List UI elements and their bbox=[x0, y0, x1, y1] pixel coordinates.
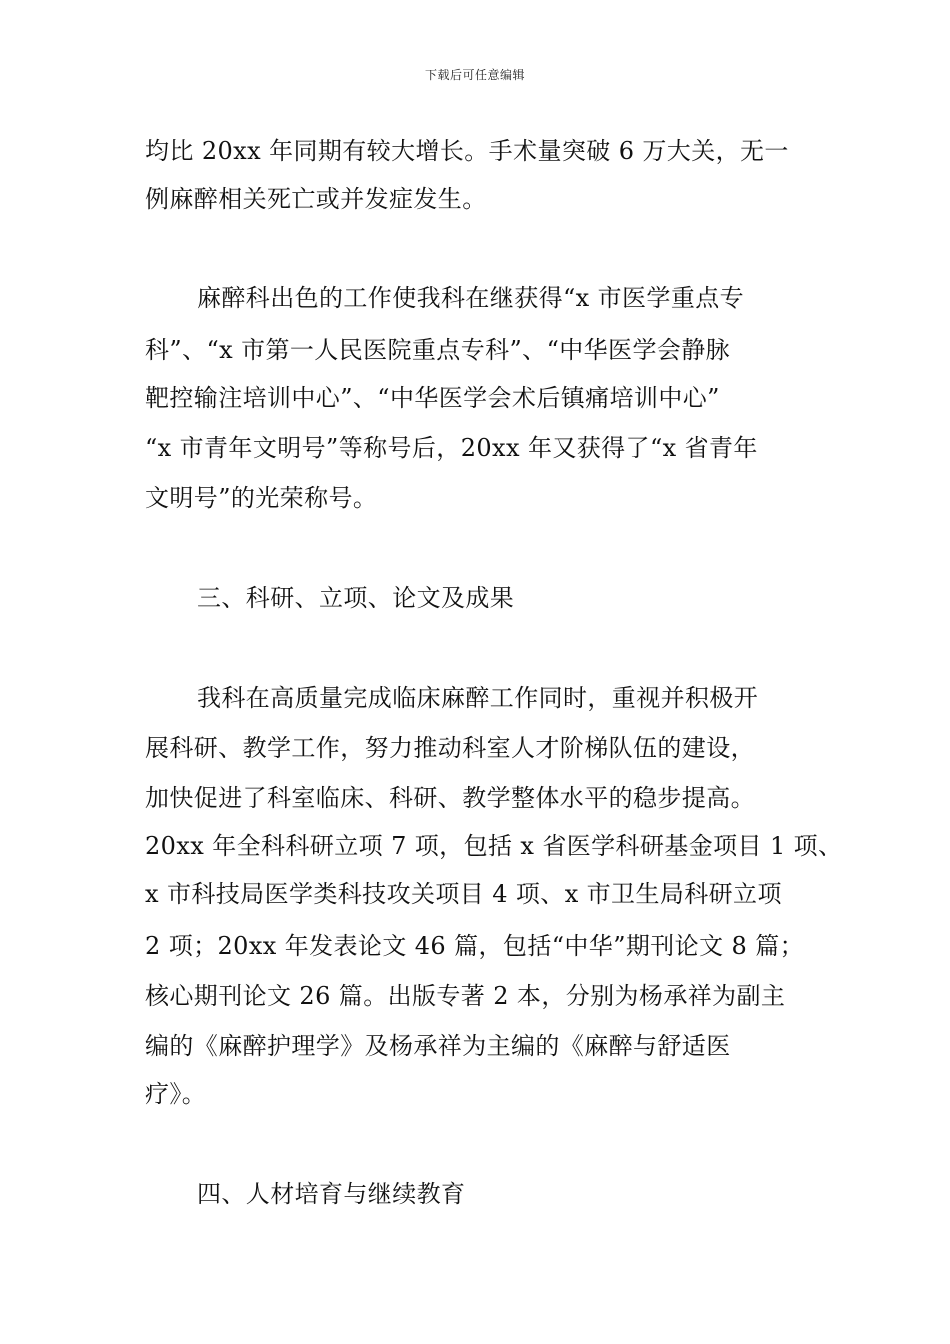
text-line-17: 疗》。 bbox=[145, 1080, 207, 1108]
text-line-1: 均比 20xx 年同期有较大增长。手术量突破 6 万大关，无一 bbox=[145, 137, 789, 165]
text-line-11: 加快促进了科室临床、科研、教学整体水平的稳步提高。 bbox=[145, 784, 755, 812]
paragraph-line-3: 麻醉科出色的工作使我科在继获得“x 市医学重点专 bbox=[197, 284, 745, 312]
section-heading-4: 四、人材培育与继续教育 bbox=[197, 1180, 466, 1208]
text-line-15: 核心期刊论文 26 篇。出版专著 2 本，分别为杨承祥为副主 bbox=[145, 982, 786, 1010]
text-line-7: 文明号”的光荣称号。 bbox=[145, 484, 378, 512]
text-line-13: x 市科技局医学类科技攻关项目 4 项、x 市卫生局科研立项 bbox=[145, 880, 782, 908]
text-line-4: 科”、“x 市第一人民医院重点专科”、“中华医学会静脉 bbox=[145, 336, 731, 364]
text-line-12: 20xx 年全科科研立项 7 项，包括 x 省医学科研基金项目 1 项、 bbox=[145, 832, 843, 860]
text-line-14: 2 项；20xx 年发表论文 46 篇，包括“中华”期刊论文 8 篇； bbox=[145, 932, 804, 960]
text-line-5: 靶控输注培训中心”、“中华医学会术后镇痛培训中心” bbox=[145, 384, 720, 412]
text-line-10: 展科研、教学工作，努力推动科室人才阶梯队伍的建设， bbox=[145, 734, 755, 762]
text-line-2: 例麻醉相关死亡或并发症发生。 bbox=[145, 185, 487, 213]
text-line-16: 编的《麻醉护理学》及杨承祥为主编的《麻醉与舒适医 bbox=[145, 1032, 731, 1060]
page-header: 下载后可任意编辑 bbox=[424, 68, 525, 82]
paragraph-line-9: 我科在高质量完成临床麻醉工作同时，重视并积极开 bbox=[197, 684, 759, 712]
text-line-6: “x 市青年文明号”等称号后，20xx 年又获得了“x 省青年 bbox=[145, 434, 758, 462]
section-heading-3: 三、科研、立项、论文及成果 bbox=[197, 584, 515, 612]
